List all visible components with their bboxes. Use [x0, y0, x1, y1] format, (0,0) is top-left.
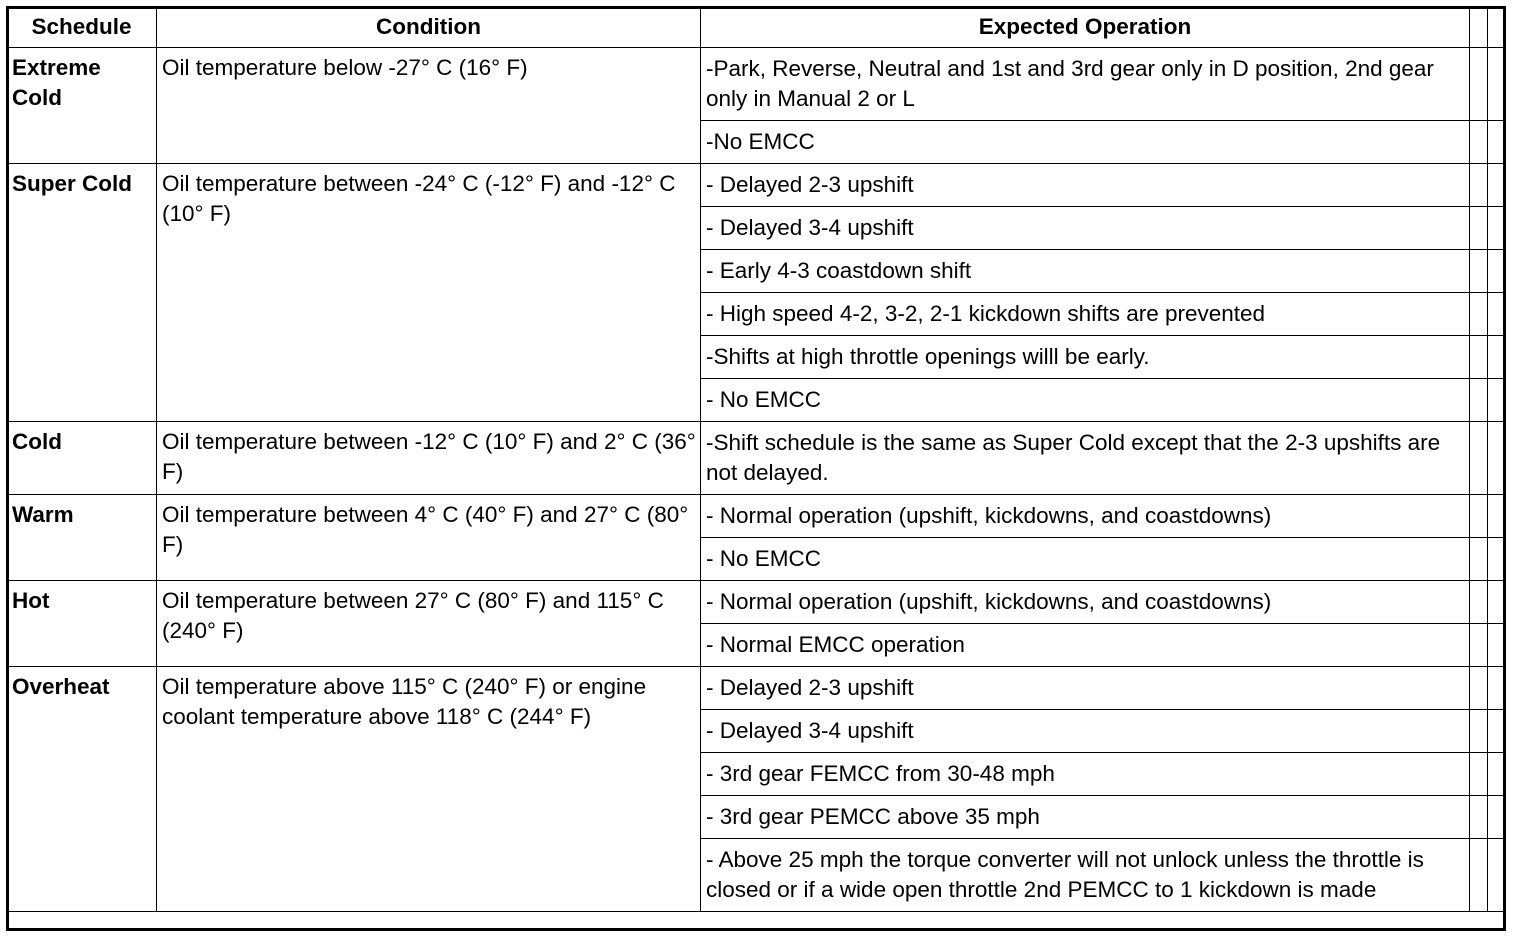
- blank-cell-1: [1470, 293, 1488, 336]
- header-expected-operation: Expected Operation: [701, 7, 1470, 48]
- table-row: [7, 164, 1507, 207]
- schedule-cell-cold: Cold: [7, 422, 157, 495]
- schedule-cell-overheat: Overheat: [7, 667, 157, 912]
- blank-cell-1: [1470, 379, 1488, 422]
- blank-cell-2: [1488, 250, 1507, 293]
- blank-cell-1: [1470, 336, 1488, 379]
- schedule-cell-extreme-cold: Extreme Cold: [7, 48, 157, 164]
- blank-cell-2: [1488, 48, 1507, 121]
- operation-cell: -No EMCC: [701, 121, 1470, 164]
- operation-cell: - Delayed 2-3 upshift: [701, 667, 1470, 710]
- blank-cell-1: [1470, 48, 1488, 121]
- blank-cell-2: [1488, 164, 1507, 207]
- condition-cell-warm: Oil temperature between 4° C (40° F) and 27° C (80° F): [157, 495, 701, 581]
- condition-cell-extreme-cold: Oil temperature below -27° C (16° F): [157, 48, 701, 164]
- shift-schedule-table: [6, 6, 1506, 912]
- header-blank-column-2: [1488, 7, 1507, 48]
- blank-cell-1: [1470, 121, 1488, 164]
- operation-cell: - No EMCC: [701, 538, 1470, 581]
- blank-cell-2: [1488, 422, 1507, 495]
- operation-cell: - 3rd gear PEMCC above 35 mph: [701, 796, 1470, 839]
- blank-cell-1: [1470, 839, 1488, 912]
- schedule-cell-hot: Hot: [7, 581, 157, 667]
- condition-cell-cold: Oil temperature between -12° C (10° F) and 2° C (36° F): [157, 422, 701, 495]
- operation-cell: - Normal operation (upshift, kickdowns, and coastdowns): [701, 581, 1470, 624]
- blank-cell-2: [1488, 581, 1507, 624]
- header-condition: Condition: [157, 7, 701, 48]
- operation-cell: - High speed 4-2, 3-2, 2-1 kickdown shifts are prevented: [701, 293, 1470, 336]
- table-body: [7, 48, 1507, 912]
- table-row: [7, 581, 1507, 624]
- blank-cell-1: [1470, 667, 1488, 710]
- blank-cell-1: [1470, 422, 1488, 495]
- blank-cell-1: [1470, 796, 1488, 839]
- blank-cell-1: [1470, 538, 1488, 581]
- blank-cell-2: [1488, 121, 1507, 164]
- operation-cell: -Shifts at high throttle openings willl be early.: [701, 336, 1470, 379]
- blank-cell-2: [1488, 710, 1507, 753]
- operation-cell: - Early 4-3 coastdown shift: [701, 250, 1470, 293]
- operation-cell: -Park, Reverse, Neutral and 1st and 3rd gear only in D position, 2nd gear only in Manual 2 or L: [701, 48, 1470, 121]
- blank-cell-2: [1488, 796, 1507, 839]
- operation-cell: - Normal operation (upshift, kickdowns, and coastdowns): [701, 495, 1470, 538]
- shift-schedule-document: [6, 6, 1506, 931]
- operation-cell: -Shift schedule is the same as Super Cold except that the 2-3 upshifts are not delayed.: [701, 422, 1470, 495]
- condition-cell-super-cold: Oil temperature between -24° C (-12° F) and -12° C (10° F): [157, 164, 701, 422]
- blank-cell-1: [1470, 495, 1488, 538]
- blank-cell-1: [1470, 164, 1488, 207]
- blank-cell-1: [1470, 250, 1488, 293]
- table-row: [7, 422, 1507, 495]
- blank-cell-1: [1470, 624, 1488, 667]
- blank-cell-2: [1488, 667, 1507, 710]
- blank-cell-2: [1488, 495, 1507, 538]
- table-row: [7, 48, 1507, 121]
- schedule-cell-warm: Warm: [7, 495, 157, 581]
- operation-cell: - Delayed 2-3 upshift: [701, 164, 1470, 207]
- operation-cell: - Delayed 3-4 upshift: [701, 710, 1470, 753]
- condition-cell-overheat: Oil temperature above 115° C (240° F) or engine coolant temperature above 118° C (244° F): [157, 667, 701, 912]
- blank-cell-1: [1470, 710, 1488, 753]
- header-blank-column-1: [1470, 7, 1488, 48]
- condition-cell-hot: Oil temperature between 27° C (80° F) and 115° C (240° F): [157, 581, 701, 667]
- table-row: [7, 495, 1507, 538]
- blank-cell-2: [1488, 538, 1507, 581]
- blank-cell-1: [1470, 753, 1488, 796]
- operation-cell: - Delayed 3-4 upshift: [701, 207, 1470, 250]
- blank-cell-2: [1488, 624, 1507, 667]
- schedule-cell-super-cold: Super Cold: [7, 164, 157, 422]
- header-schedule: Schedule: [7, 7, 157, 48]
- blank-cell-2: [1488, 336, 1507, 379]
- blank-cell-2: [1488, 379, 1507, 422]
- blank-cell-2: [1488, 293, 1507, 336]
- operation-cell: - Normal EMCC operation: [701, 624, 1470, 667]
- blank-cell-1: [1470, 581, 1488, 624]
- operation-cell: - No EMCC: [701, 379, 1470, 422]
- header-row: [7, 7, 1507, 48]
- operation-cell: - 3rd gear FEMCC from 30-48 mph: [701, 753, 1470, 796]
- operation-cell: - Above 25 mph the torque converter will not unlock unless the throttle is closed or if a wide open throttle 2nd PEMCC to 1 kickdown is made: [701, 839, 1470, 912]
- blank-cell-1: [1470, 207, 1488, 250]
- blank-cell-2: [1488, 207, 1507, 250]
- table-row: [7, 667, 1507, 710]
- blank-cell-2: [1488, 753, 1507, 796]
- blank-cell-2: [1488, 839, 1507, 912]
